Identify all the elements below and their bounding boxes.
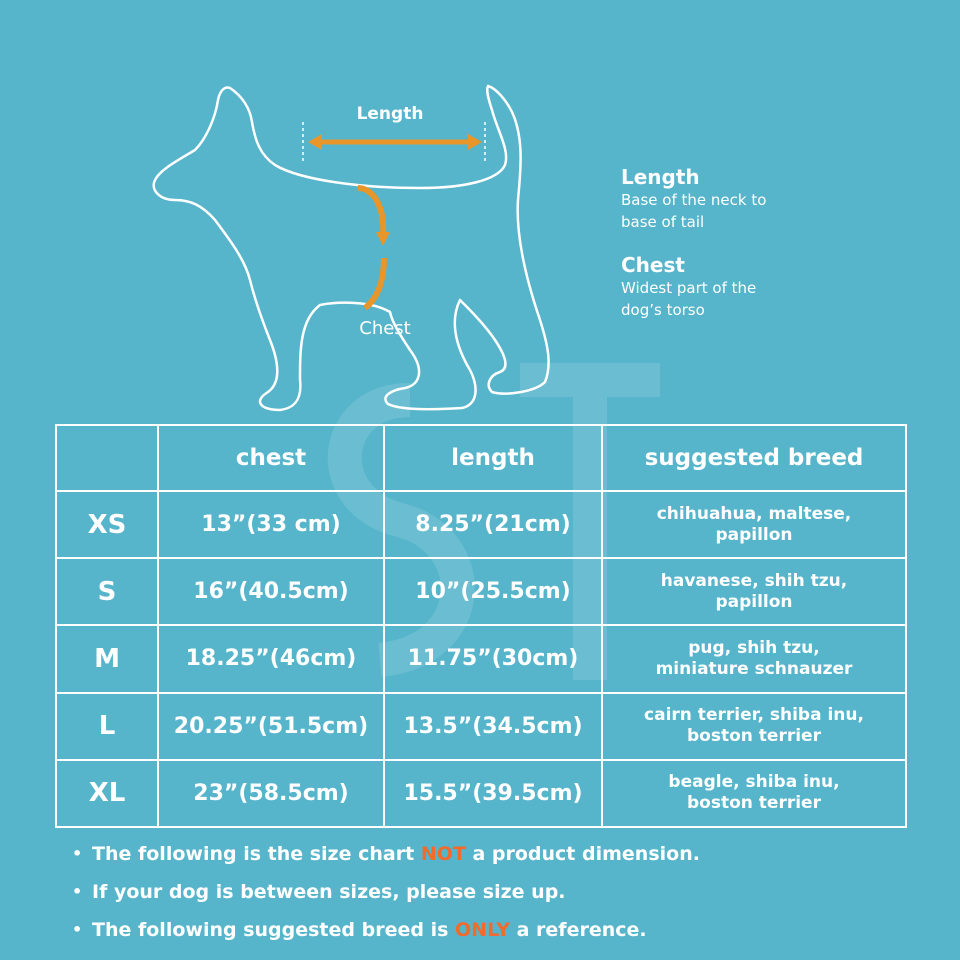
size-cell: XL	[56, 760, 158, 827]
length-arrowhead-right	[468, 134, 482, 150]
dog-outline	[154, 86, 549, 410]
header-size	[56, 425, 158, 491]
note-highlight: NOT	[420, 843, 466, 865]
legend-item-length	[621, 165, 921, 233]
length-arrowhead-left	[308, 134, 322, 150]
bullet-icon: •	[72, 920, 83, 939]
chest-arc-bottom	[365, 258, 384, 308]
chest-cell: 23”(58.5cm)	[158, 760, 384, 827]
length-diagram-label: Length	[356, 104, 424, 124]
length-cell: 15.5”(39.5cm)	[384, 760, 602, 827]
breed-line: pug, shih tzu,	[688, 637, 820, 658]
breed-cell	[602, 491, 906, 558]
table-row	[56, 693, 906, 760]
note-text: a reference.	[516, 919, 647, 941]
length-cell: 8.25”(21cm)	[384, 491, 602, 558]
table-row	[56, 625, 906, 692]
breed-cell	[602, 625, 906, 692]
legend-item-chest	[621, 253, 921, 321]
legend-title: Length	[621, 165, 700, 189]
breed-line: havanese, shih tzu,	[660, 570, 848, 591]
bullet-icon: •	[72, 882, 83, 901]
note-item	[72, 911, 922, 949]
table-row	[56, 760, 906, 827]
size-chart-table	[55, 424, 907, 828]
note-highlight: ONLY	[455, 919, 510, 941]
breed-line: cairn terrier, shiba inu,	[644, 705, 864, 726]
header-suggested-breed: suggested breed	[602, 425, 906, 491]
chest-arrowhead	[376, 232, 390, 246]
chest-cell: 20.25”(51.5cm)	[158, 693, 384, 760]
header-length: length	[384, 425, 602, 491]
measurement-legend	[621, 165, 921, 341]
note-text: The following suggested breed is	[92, 919, 449, 941]
breed-line: papillon	[715, 524, 793, 545]
dog-outline-graphic	[0, 0, 620, 420]
chest-diagram-label: Chest	[359, 318, 411, 339]
size-cell: M	[56, 625, 158, 692]
table-row	[56, 491, 906, 558]
size-cell: XS	[56, 491, 158, 558]
table-header-row	[56, 425, 906, 491]
breed-line: beagle, shiba inu,	[668, 772, 840, 793]
length-cell: 11.75”(30cm)	[384, 625, 602, 692]
note-text: If your dog is between sizes, please size up.	[92, 881, 566, 903]
breed-line: boston terrier	[687, 726, 821, 747]
header-chest: chest	[158, 425, 384, 491]
legend-title: Chest	[621, 253, 685, 277]
note-item	[72, 873, 922, 911]
chest-arc-top	[358, 188, 383, 235]
breed-line: chihuahua, maltese,	[656, 503, 852, 524]
length-cell: 10”(25.5cm)	[384, 558, 602, 625]
chest-cell: 16”(40.5cm)	[158, 558, 384, 625]
breed-cell	[602, 693, 906, 760]
table-row	[56, 558, 906, 625]
note-text: The following is the size chart	[92, 843, 415, 865]
size-cell: L	[56, 693, 158, 760]
size-notes	[72, 835, 922, 949]
chest-cell: 13”(33 cm)	[158, 491, 384, 558]
legend-description: Widest part of the dog’s torso	[621, 279, 757, 319]
size-cell: S	[56, 558, 158, 625]
bullet-icon: •	[72, 844, 83, 863]
breed-cell	[602, 558, 906, 625]
chest-cell: 18.25”(46cm)	[158, 625, 384, 692]
legend-description: Base of the neck to base of tail	[621, 191, 767, 231]
note-text: a product dimension.	[472, 843, 700, 865]
note-item	[72, 835, 922, 873]
breed-line: miniature schnauzer	[655, 658, 853, 679]
breed-cell	[602, 760, 906, 827]
length-cell: 13.5”(34.5cm)	[384, 693, 602, 760]
breed-line: boston terrier	[687, 793, 821, 814]
breed-line: papillon	[715, 591, 793, 612]
